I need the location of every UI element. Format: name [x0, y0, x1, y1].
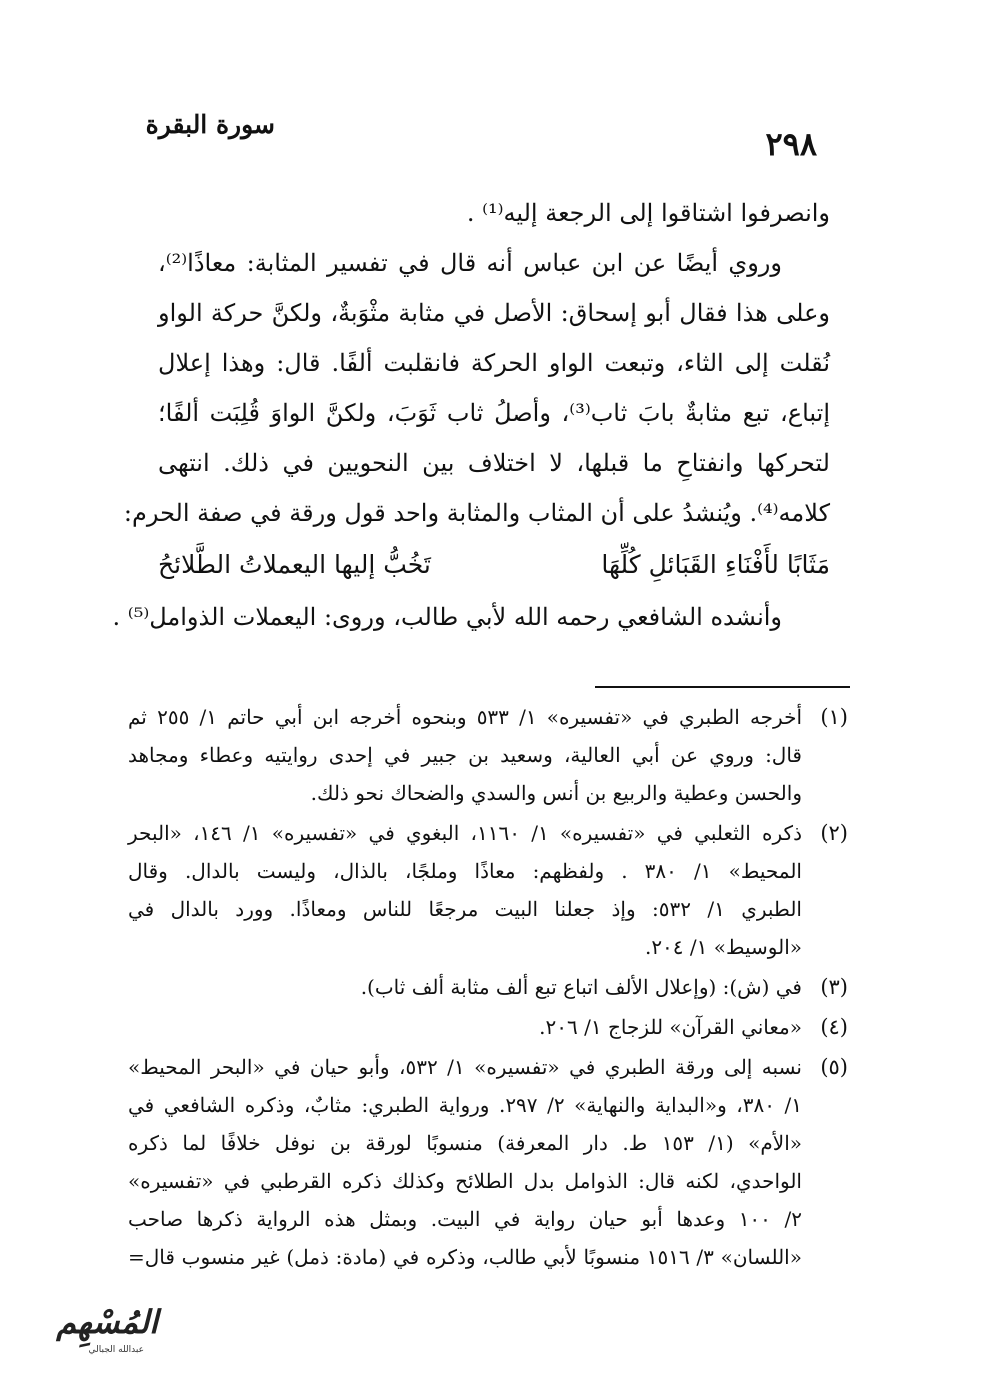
footnote	[128, 814, 848, 966]
running-header-surah-title: سورة البقرة	[145, 110, 275, 139]
body-line: وأنشده الشافعي رحمه الله لأبي طالب، وروى: اليعملات الذوامل⁽⁵⁾ .	[112, 603, 782, 631]
footnote	[128, 1048, 848, 1276]
footnote-line: والحسن وعطية والربيع بن أنس والسدي والضحاك نحو ذلك.	[310, 781, 802, 805]
footnote-line: في (ش): (وإعلال الألف اتباع تبع ألف مثابة ألف ثاب).	[360, 975, 802, 999]
watermark-stamp	[8, 1303, 158, 1365]
footnote-line: «معاني القرآن» للزجاج ١/ ٢٠٦.	[539, 1015, 802, 1039]
footnote-line: «الأم» (١/ ١٥٣ ط. دار المعرفة) منسوبًا لورقة بن نوفل خلافًا لما ذكره	[128, 1131, 802, 1155]
watermark-logo: المُسْهِم	[56, 1303, 158, 1341]
verse-first-hemistich: مَثَابًا لأَفْنَاءِ القَبَائلِ كُلِّهَا	[601, 550, 830, 579]
body-line: وعلى هذا فقال أبو إسحاق: الأصل في مثابة مثْوَبةٌ، ولكنَّ حركة الواو	[158, 299, 830, 327]
body-line: وانصرفوا اشتاقوا إلى الرجعة إليه⁽¹⁾ .	[466, 199, 830, 227]
poetry-verse	[158, 538, 830, 592]
body-line: إتباع، تبع مثابةٌ بابَ ثاب⁽³⁾، وأصلُ ثاب ثَوَبَ، ولكنَّ الواوَ قُلِبَت ألفًا؛	[158, 399, 830, 427]
footnote-number: (٥)	[820, 1055, 848, 1079]
footnote-number: (٣)	[820, 975, 848, 999]
footnote-line: «اللسان» ٣/ ١٥١٦ منسوبًا لأبي طالب، وذكره في (مادة: ذمل) غير منسوب قال=	[128, 1245, 802, 1269]
footnote-line: ٢/ ١٠٠ وعدها أبو حيان رواية في البيت. وبمثل هذه الرواية ذكرها صاحب	[128, 1207, 802, 1231]
footnote-line: نسبه إلى ورقة الطبري في «تفسيره» ١/ ٥٣٢، وأبو حيان في «البحر المحيط»	[128, 1055, 802, 1079]
body-line: وروي أيضًا عن ابن عباس أنه قال في تفسير المثابة: معاذًا⁽²⁾،	[158, 249, 782, 277]
footnote-line: المحيط» ١/ ٣٨٠ . ولفظهم: معاذًا وملجًا، بالذال، وليست بالدال. وقال	[128, 859, 802, 883]
footnote	[128, 968, 848, 1006]
footnote-number: (١)	[820, 705, 848, 729]
footnote-separator	[595, 686, 850, 688]
footnote-line: «الوسيط» ١/ ٢٠٤.	[644, 935, 802, 959]
footnote-line: الطبري ١/ ٥٣٢: وإذ جعلنا البيت مرجعًا للناس ومعاذًا. وورد بالدال في	[128, 897, 802, 921]
page-number: ٢٩٨	[765, 125, 817, 163]
footnotes	[128, 698, 848, 1278]
footnote-line: ١/ ٣٨٠، و«البداية والنهاية» ٢/ ٢٩٧. ورواية الطبري: مثابٌ، وذكره الشافعي في	[128, 1093, 802, 1117]
main-text	[112, 188, 830, 642]
body-line: لتحركها وانفتاحِ ما قبلها، لا اختلاف بين النحويين في ذلك. انتهى	[158, 449, 830, 477]
watermark-subtext: عبدالله الجبالي	[88, 1345, 144, 1355]
footnote-line: الواحدي، لكنه قال: الذوامل بدل الطلائح وكذلك ذكره القرطبي في «تفسيره»	[128, 1169, 802, 1193]
body-line: نُقلت إلى الثاء، وتبعت الواو الحركة فانقلبت ألفًا. قال: وهذا إعلال	[158, 349, 830, 377]
body-line: كلامه⁽⁴⁾. ويُنشدُ على أن المثاب والمثابة واحد قول ورقة في صفة الحرم:	[123, 499, 830, 527]
footnote-line: ذكره الثعلبي في «تفسيره» ١/ ١١٦٠، البغوي في «تفسيره» ١/ ١٤٦، «البحر	[128, 821, 802, 845]
footnote	[128, 698, 848, 812]
footnote-line: قال: وروي عن أبي العالية، وسعيد بن جبير في إحدى روايتيه وعطاء ومجاهد	[128, 743, 802, 767]
footnote-number: (٤)	[820, 1015, 848, 1039]
verse-second-hemistich: تَخُبُّ إليها اليعملاتُ الطَّلائحُ	[158, 550, 431, 579]
footnote	[128, 1008, 848, 1046]
footnote-line: أخرجه الطبري في «تفسيره» ١/ ٥٣٣ وبنحوه أخرجه ابن أبي حاتم ١/ ٢٥٥ ثم	[128, 705, 802, 729]
footnote-number: (٢)	[820, 821, 848, 845]
